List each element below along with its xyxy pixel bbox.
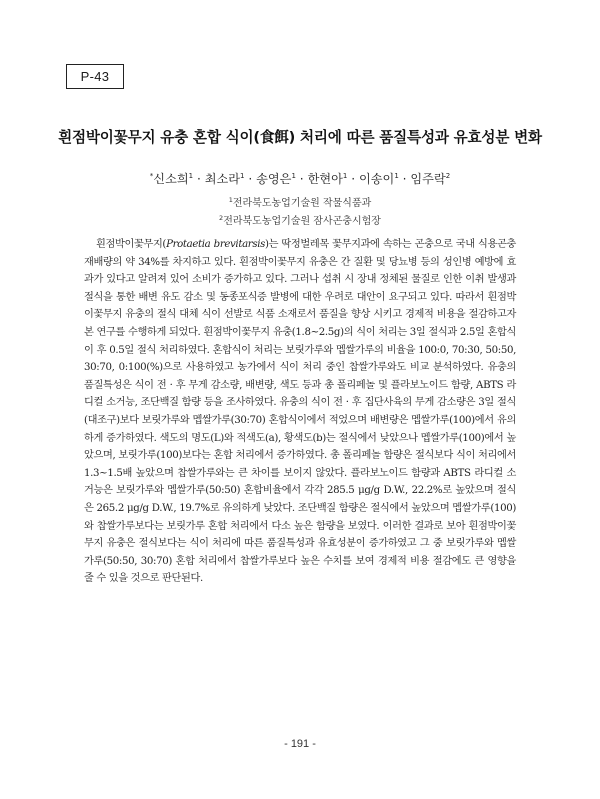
author-separator: · <box>347 172 359 186</box>
author-affiliation-mark: 1 <box>240 172 245 180</box>
author-affiliation-mark: 1 <box>394 172 399 180</box>
author-name: 한현아 <box>307 172 343 186</box>
author-separator: · <box>244 172 257 186</box>
abstract-body <box>84 236 516 588</box>
page-number: - 191 - <box>284 738 316 750</box>
affiliation-mark: 2 <box>219 214 224 222</box>
affiliation-mark: 1 <box>228 196 233 204</box>
author-affiliation-mark: 1 <box>291 172 296 180</box>
presenter-mark: * <box>149 172 154 180</box>
affiliation-list <box>40 193 560 229</box>
author-name: 이송이 <box>358 172 395 186</box>
abstract-code-box: P-43 <box>66 64 124 89</box>
author-separator: · <box>295 172 308 186</box>
abstract-text-rest: )는 딱정벌레목 꽃무지과에 속하는 곤충으로 국내 식용곤충 재배량의 약 34%를 차지하고 있다. 흰점박이꽃무지 유충은 간 질환 및 당뇨병 등의 성인병 예방에 효과가 있다고 알려져 있어 소비가 증가하고 있다. 그러나 섭취 시 장내 정체된 물질로 인한 이취 발생과 절식을 통한 배변 유도 감소 및 동종포식증 발병에 대한 우려로 대안이 요구되고 있다. 따라서 흰점박이꽃무지 유충의 절식 대체 식이 선발로 식품 소재로서 품질을 향상 시키고 경제적 비용을 절감하고자 본 연구를 수행하게 되었다. 흰점박이꽃무지 유충(1.8~2.5g)의 식이 처리는 3일 절식과 2.5일 혼합식이 후 0.5일 절식 처리하였다. 혼합식이 처리는 보릿가루와 멥쌀가루의 비율을 100:0, 70:30, 50:50, 30:70, 0:100(%)으로 사용하였고 농가에서 식이 처리 중인 찹쌀가루와도 비교 분석하였다. 유충의 품질특성은 식이 전 · 후 무게 감소량, 배변량, 색도 등과 총 폴리페놀 및 플라보노이드 함량, ABTS 라디컬 소거능, 조단백질 함량 등을 조사하였다. 유충의 식이 전 · 후 집단사육의 무게 감소량은 3일 절식(대조구)보다 보릿가루와 멥쌀가루(30:70) 혼합식이에서 적었으며 배변량은 멥쌀가루(100)에서 유의하게 증가하였다. 색도의 명도(L)와 적색도(a), 황색도(b)는 절식에서 낮았으나 멥쌀가루(100)에서 높았으며, 보릿가루(100)보다는 혼합 처리에서 증가하였다. 총 폴리페놀 함량은 절식보다 식이 처리에서 1.3~1.5배 높았으며 찹쌀가루와는 큰 차이를 보이지 않았다. 플라보노이드 함량과 ABTS 라디컬 소거능은 보릿가루와 멥쌀가루(50:50) 혼합비율에서 각각 285.5 μg/g D.W., 22.2%로 높았으며 절식은 265.2 μg/g D.W., 19.7%로 유의하게 낮았다. 조단백질 함량은 절식에서 높았으며 멥쌀가루(100)와 찹쌀가루보다는 보릿가루 혼합 처리에서 다소 높은 함량을 보였다. 이러한 결과로 보아 흰점박이꽃무지 유충은 절식보다는 식이 처리에 따른 품질특성과 유효성분이 증가하였고 그 중 보릿가루와 멥쌀가루(50:50, 30:70) 혼합 처리에서 찹쌀가루보다 높은 수치를 보여 경제적 비용 절감에도 큰 영향을 줄 수 있을 것으로 판단된다. <box>84 239 516 585</box>
author-separator: · <box>398 172 411 186</box>
author-name: 송영은 <box>256 172 292 186</box>
affiliation-line <box>40 211 560 229</box>
species-name: Protaetia brevitarsis <box>166 239 265 250</box>
affiliation-text: 전라북도농업기술원 잠사곤충시험장 <box>223 216 381 227</box>
author-name: 신소희 <box>153 172 189 186</box>
author-name: 최소라 <box>204 172 241 186</box>
author-list <box>40 170 560 187</box>
author-affiliation-mark: 2 <box>445 172 451 180</box>
paper-title: 흰점박이꽃무지 유충 혼합 식이(食餌) 처리에 따른 품질특성과 유효성분 변화 <box>58 129 542 146</box>
author-affiliation-mark: 1 <box>342 172 348 180</box>
affiliation-line <box>40 193 560 211</box>
author-name: 임주락 <box>410 172 446 186</box>
affiliation-text: 전라북도농업기술원 작물식품과 <box>232 198 372 209</box>
author-affiliation-mark: 1 <box>188 172 194 180</box>
abstract-text-start: 흰점박이꽃무지( <box>96 239 167 250</box>
author-separator: · <box>193 172 205 186</box>
